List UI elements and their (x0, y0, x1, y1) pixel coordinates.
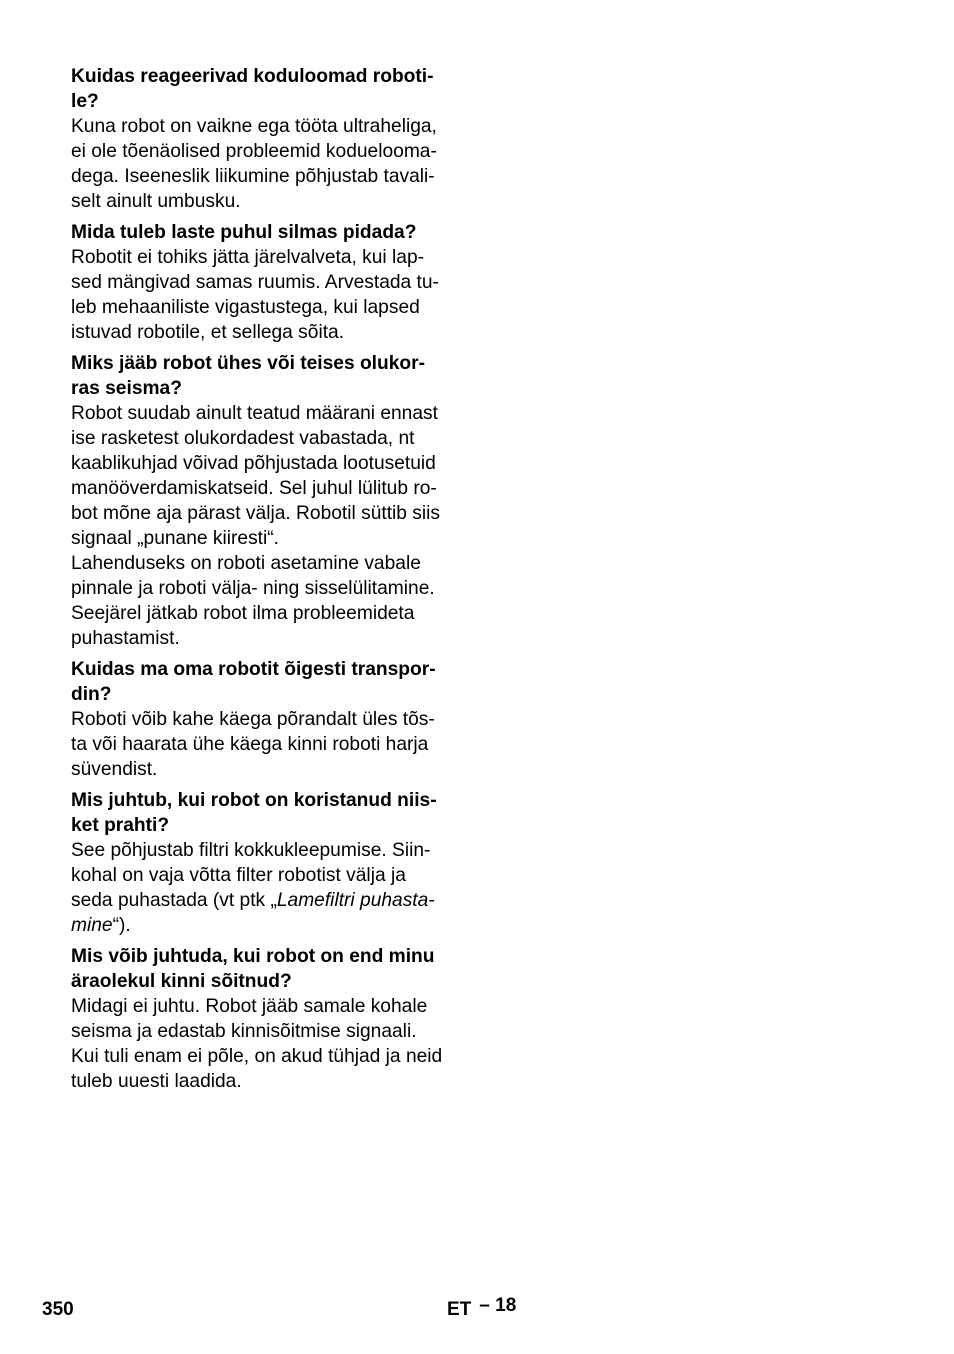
page-number: 350 (42, 1299, 74, 1320)
faq-item-pets (71, 64, 471, 214)
faq-question: Mida tuleb laste puhul silmas pidada? (71, 222, 417, 243)
faq-question: Mis võib juhtuda, kui robot on end minu äraolekul kinni sõitnud? (71, 946, 435, 992)
faq-item-robot-stops (71, 351, 471, 651)
faq-answer: Robot suudab ainult teatud määrani ennast ise rasketest olukordadest vabastada, nt kaablikuhjad võivad põhjustada lootusetuid manööverdamiskatseid. Sel juhul lülitub ro- bot mõne aja pärast välja. Robotil süttib siis signaal „punane kiiresti“. Lahenduseks on roboti asetamine vabale pinnale ja roboti välja- ning sisselülitamine. Seejärel jätkab robot ilma probleemideta puhastamist. (71, 403, 441, 649)
section-page-label (479, 1295, 516, 1316)
faq-item-stuck (71, 944, 471, 1094)
language-section-marker (447, 1295, 517, 1322)
faq-question: Mis juhtub, kui robot on koristanud niis- ket prahti? (71, 790, 437, 836)
faq-answer: Midagi ei juhtu. Robot jääb samale kohale seisma ja edastab kinnisõitmise signaali. Kui tuli enam ei põle, on akud tühjad ja neid tuleb uuesti laadida. (71, 996, 443, 1092)
faq-answer (71, 838, 471, 938)
faq-question: Miks jääb robot ühes või teises olukor- ras seisma? (71, 353, 425, 399)
chapter-reference: Lamefiltri puhasta- mine (71, 890, 435, 936)
faq-question: Kuidas ma oma robotit õigesti transpor- din? (71, 659, 436, 705)
language-code: ET (447, 1299, 472, 1320)
faq-answer: Kuna robot on vaikne ega tööta ultraheliga, ei ole tõenäolised probleemid koduelooma- dega. Iseeneslik liikumine põhjustab tavali- selt ainult umbusku. (71, 116, 437, 212)
faq-answer-text: See põhjustab filtri kokkukleepumise. Siin- kohal on vaja võtta filter robotist välja ja seda puhastada (vt ptk „ (71, 840, 431, 911)
faq-answer-text-end: “). (112, 915, 131, 936)
faq-item-children (71, 220, 471, 345)
faq-question: Kuidas reageerivad koduloomad roboti- le? (71, 66, 434, 112)
section-page-number: 18 (495, 1295, 517, 1316)
faq-item-wet-dirt (71, 788, 471, 938)
faq-item-transport (71, 657, 471, 782)
faq-column (71, 64, 471, 1100)
faq-answer: Roboti võib kahe käega põrandalt üles tõs- ta või haarata ühe käega kinni roboti harja süvendist. (71, 709, 435, 780)
faq-answer: Robotit ei tohiks jätta järelvalveta, kui lap- sed mängivad samas ruumis. Arvestada tu- leb mehaaniliste vigastustega, kui lapsed istuvad robotile, et sellega sõita. (71, 247, 439, 343)
dash-separator: – (479, 1295, 490, 1316)
